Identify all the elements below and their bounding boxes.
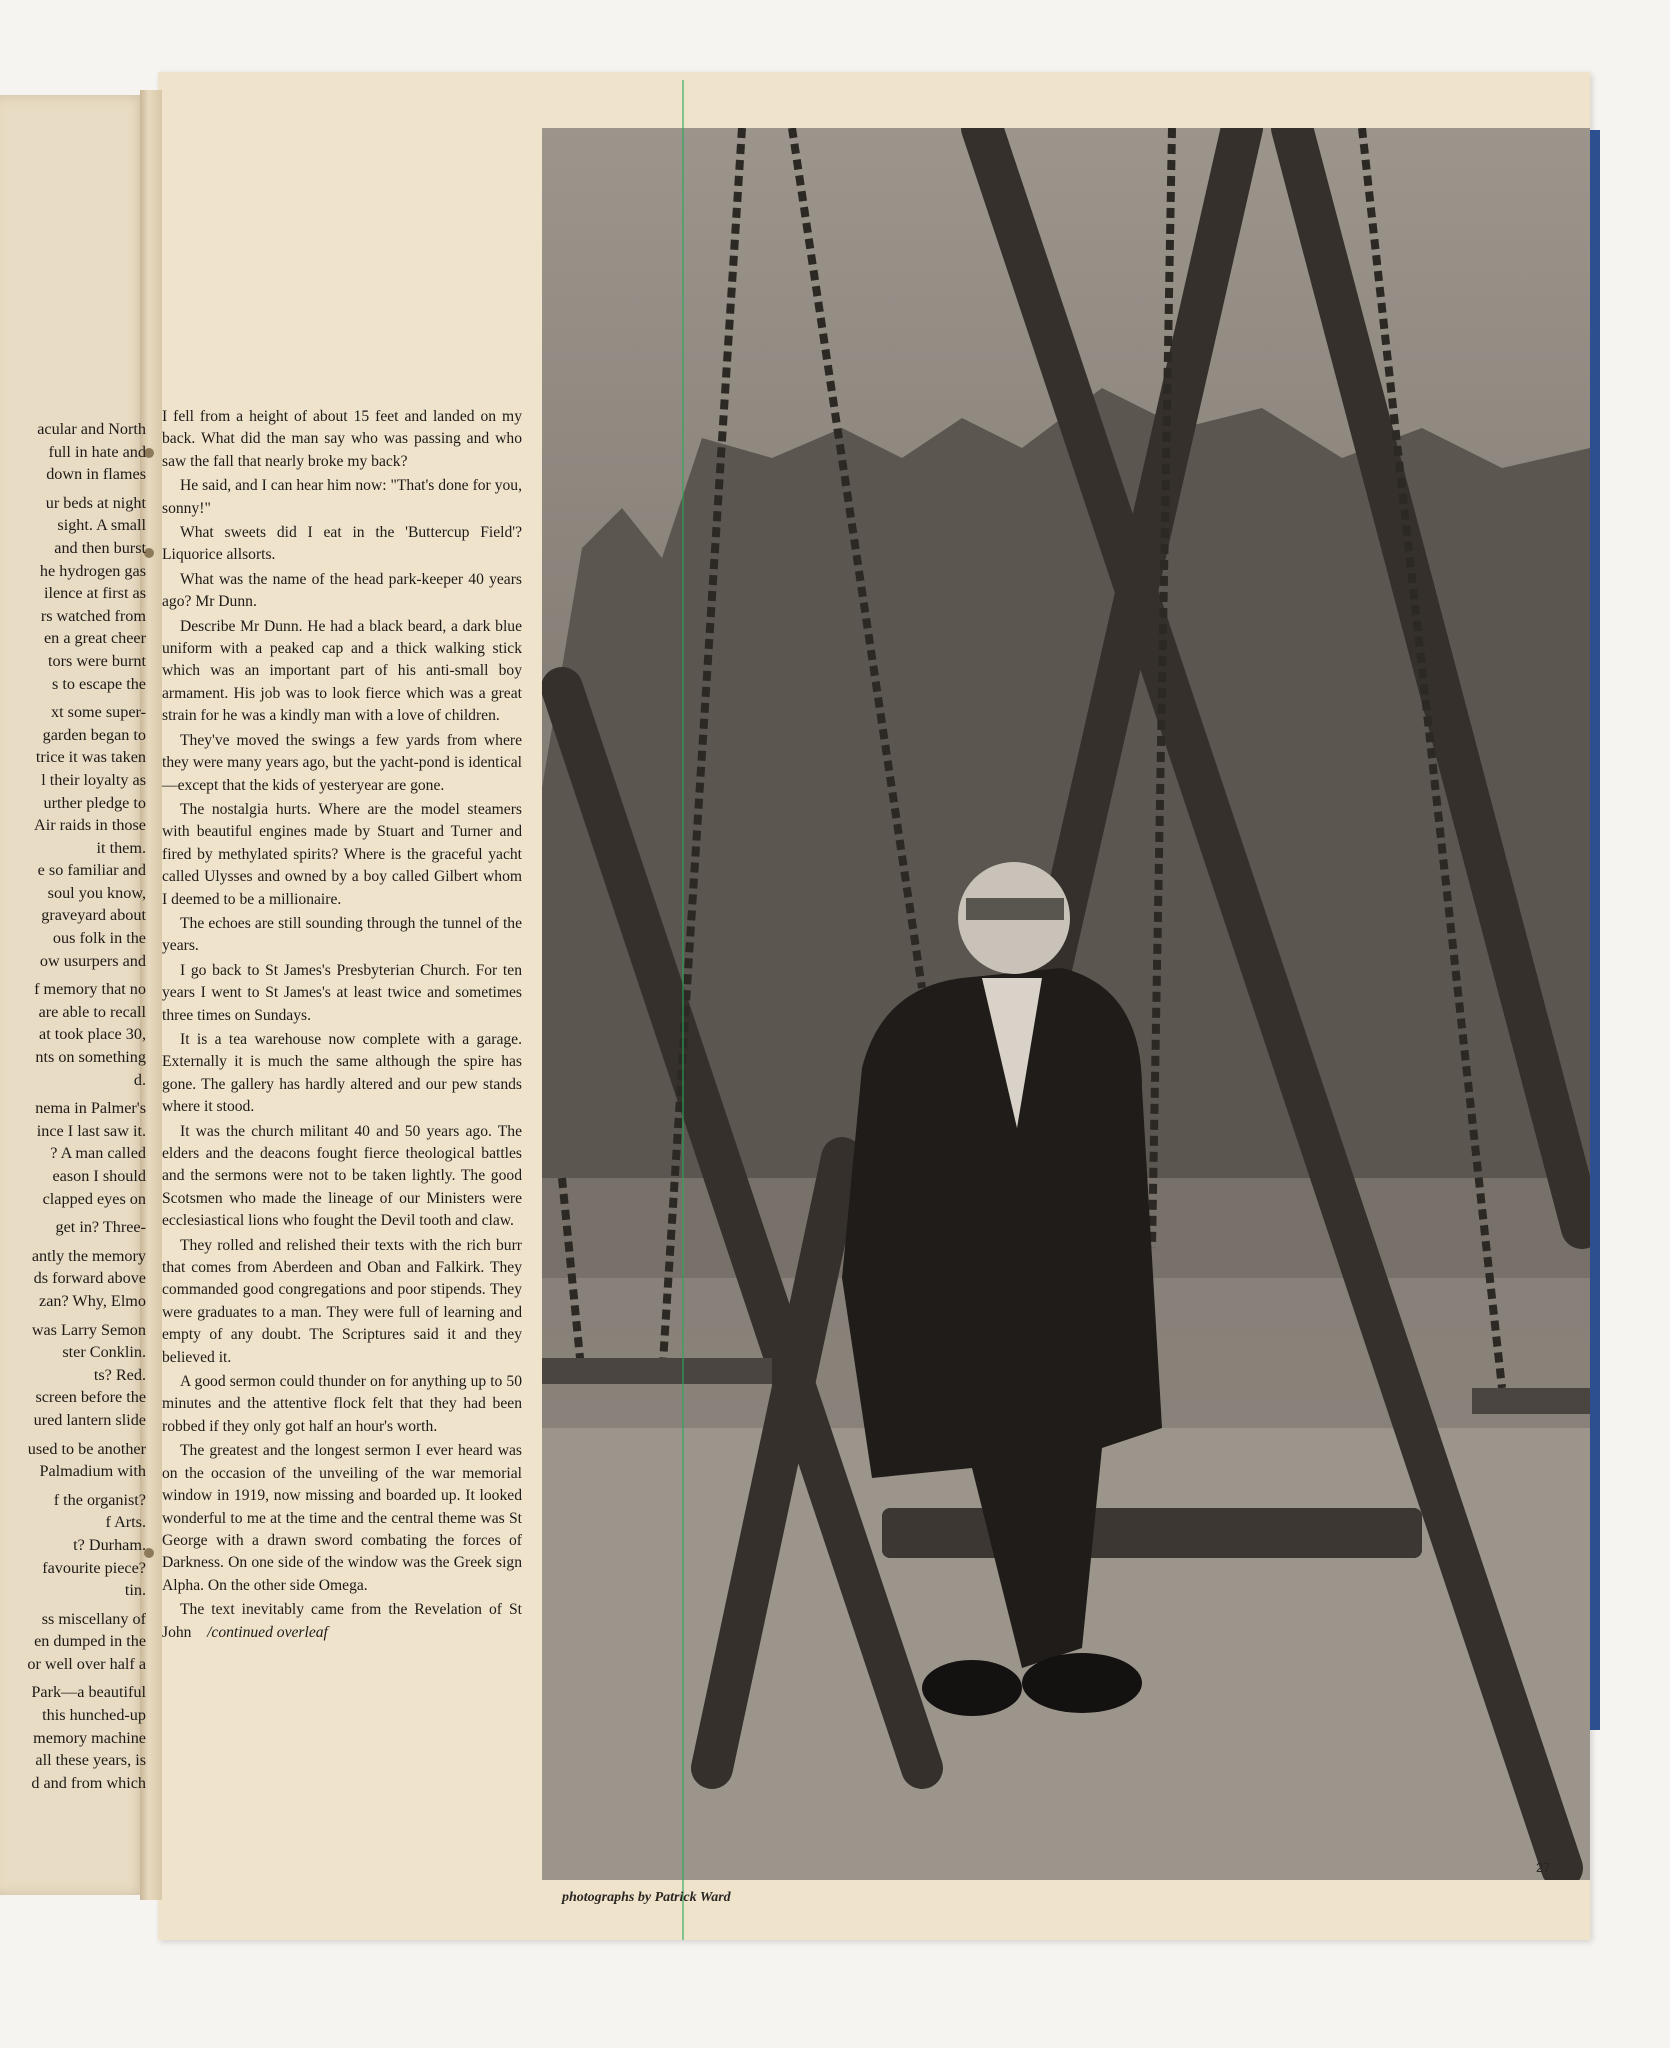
left-column-line: ilence at first as [43, 584, 146, 603]
main-paragraph: I go back to St James's Presbyterian Church. For ten years I went to St James's at least twice and sometimes three times on Sundays. [162, 961, 522, 1024]
main-column-text [162, 406, 522, 1646]
left-column-line: all these years, is [35, 1751, 146, 1770]
main-paragraph: It is a tea warehouse now complete with a garage. Externally it is much the same although the spire has gone. The gallery has hardly altered and our pew stands where it stood. [162, 1030, 522, 1116]
left-column-line: this hunched-up [42, 1706, 146, 1725]
left-column-line: xt some super- [51, 703, 146, 722]
left-column-line: s to escape the [52, 674, 146, 693]
main-paragraph: What was the name of the head park-keeper 40 years ago? Mr Dunn. [162, 570, 522, 611]
left-column-line: ster Conklin. [62, 1343, 146, 1362]
continued-overleaf-label: /continued overleaf [207, 1623, 328, 1641]
left-column-line: are able to recall [38, 1002, 146, 1021]
left-column-line: ds forward above [33, 1269, 146, 1288]
left-column-paragraph [0, 978, 146, 1091]
left-column-line: down in flames [46, 465, 146, 484]
blue-page-edge [1590, 130, 1600, 1730]
scan-artifact-line [682, 80, 684, 1940]
main-paragraph: Describe Mr Dunn. He had a black beard, a dark blue uniform with a peaked cap and a thick walking stick which was an important part of his anti-small boy armament. His job was to look fierce which was a great strain for he was a kindly man with a love of children. [162, 617, 522, 725]
left-column-line: or well over half a [27, 1654, 146, 1673]
left-column-line: full in hate and [48, 442, 146, 461]
left-column-line: garden began to [42, 725, 146, 744]
main-paragraph: They've moved the swings a few yards from where they were many years ago, but the yacht-pond is identical—except that the kids of yesteryear are gone. [162, 731, 522, 794]
left-column-line: was Larry Semon [31, 1320, 146, 1339]
last-paragraph [162, 1599, 522, 1644]
main-paragraph: The nostalgia hurts. Where are the model steamers with beautiful engines made by Stuart and Turner and fired by methylated spirits? Where is the graceful yacht called Ulysses and owned by a boy called Gilbert whom I deemed to be a millionaire. [162, 800, 522, 908]
left-column-line: ince I last saw it. [36, 1121, 146, 1140]
left-column-line: d and from which [31, 1773, 146, 1792]
left-column-line: graveyard about [41, 906, 146, 925]
left-column-paragraph [0, 1216, 146, 1239]
left-column-line: urther pledge to [43, 793, 146, 812]
left-column-line: t? Durham. [73, 1535, 146, 1554]
left-column-paragraph [0, 1438, 146, 1483]
left-column-line: f Arts. [105, 1513, 146, 1532]
left-column-paragraph [0, 1245, 146, 1313]
left-column-line: and then burst [54, 538, 146, 557]
left-column-line: he hydrogen gas [39, 561, 146, 580]
left-column-line: clapped eyes on [42, 1189, 146, 1208]
left-column-line: rs watched from [40, 606, 146, 625]
left-column-line: antly the memory [31, 1246, 146, 1265]
main-paragraph: The greatest and the longest sermon I ever heard was on the occasion of the unveiling of the war memorial window in 1919, now missing and boarded up. It looked wonderful to me at the time and the central theme was St George with a drawn sword combating the forces of Darkness. On one side of the window was the Greek sign Alpha. On the other side Omega. [162, 1442, 522, 1594]
left-column-line: ? A man called [50, 1144, 146, 1163]
left-column-line: f memory that no [34, 980, 146, 999]
left-column-line: Park—a beautiful [31, 1683, 146, 1702]
left-column-line: trice it was taken [35, 748, 146, 767]
left-column-paragraph [0, 1489, 146, 1602]
photograph-man-on-swing [542, 128, 1590, 1880]
left-column-text [0, 418, 146, 1800]
main-paragraph: The echoes are still sounding through the tunnel of the years. [162, 914, 522, 955]
left-column-line: l their loyalty as [41, 770, 146, 789]
left-column-line: sight. A small [57, 516, 146, 535]
left-column-line: tors were burnt [48, 651, 146, 670]
left-column-line: ous folk in the [52, 929, 146, 948]
main-paragraphs [162, 406, 522, 1597]
left-column-line: it them. [96, 838, 146, 857]
left-column-line: used to be another [27, 1439, 146, 1458]
left-column-line: ss miscellany of [41, 1609, 146, 1628]
photo-credit: photographs by Patrick Ward [562, 1890, 731, 1905]
left-column-paragraph [0, 1319, 146, 1432]
left-column-line: nema in Palmer's [35, 1099, 146, 1118]
main-paragraph: What sweets did I eat in the 'Buttercup Field'? Liquorice allsorts. [162, 524, 522, 564]
left-column-line: Air raids in those [34, 816, 146, 835]
left-column-paragraph [0, 701, 146, 972]
last-paragraph-text: The text inevitably came from the Revelation of St John [162, 1601, 522, 1641]
left-column-line: zan? Why, Elmo [39, 1291, 146, 1310]
left-column-line: favourite piece? [42, 1558, 146, 1577]
left-column-line: en dumped in the [34, 1632, 146, 1651]
left-column-line: d. [133, 1070, 146, 1089]
left-column-line: ts? Red. [93, 1365, 146, 1384]
left-column-line: ow usurpers and [39, 951, 146, 970]
left-column-paragraph [0, 492, 146, 695]
left-column-paragraph [0, 1097, 146, 1210]
left-column-line: at took place 30, [39, 1025, 146, 1044]
left-column-line: e so familiar and [37, 861, 146, 880]
main-paragraph: I fell from a height of about 15 feet and landed on my back. What did the man say who was passing and who saw the fall that nearly broke my back? [162, 408, 522, 470]
page-number: 27 [1536, 1860, 1551, 1875]
main-paragraph: It was the church militant 40 and 50 years ago. The elders and the deacons fought fierce theological battles and the sermons were not to be taken lightly. The good Scotsmen who made the lineage of our Ministers were ecclesiastical lions who fought the Devil tooth and claw. [162, 1122, 522, 1230]
left-column-line: eason I should [52, 1167, 146, 1185]
swing-photo-illustration [542, 128, 1590, 1880]
left-column-line: ur beds at night [45, 493, 146, 512]
left-column-line: get in? Three- [55, 1218, 146, 1237]
left-column-paragraph [0, 1681, 146, 1794]
left-column-line: f the organist? [53, 1490, 146, 1509]
left-column-line: nts on something [35, 1048, 146, 1067]
left-column-line: en a great cheer [44, 629, 146, 648]
left-column-line: acular and North [37, 420, 146, 438]
main-paragraph: He said, and I can hear him now: "That's done for you, sonny!" [162, 477, 522, 517]
left-column-line: tin. [124, 1581, 146, 1600]
left-column-line: memory machine [33, 1728, 146, 1747]
left-column-line: ured lantern slide [33, 1410, 146, 1429]
left-column-line: Palmadium with [39, 1462, 146, 1481]
main-paragraph: They rolled and relished their texts with the rich burr that comes from Aberdeen and Oban and Falkirk. They commanded good congregations and poor stipends. They were graduates to a man. They were full of learning and empty of any doubt. The Scriptures said it and they believed it. [162, 1236, 522, 1366]
left-column-line: soul you know, [47, 883, 146, 902]
left-column-line: screen before the [35, 1388, 146, 1407]
left-column-paragraph [0, 418, 146, 486]
left-column-paragraph [0, 1608, 146, 1676]
main-paragraph: A good sermon could thunder on for anything up to 50 minutes and the attentive flock felt that they had been robbed if they only got half an hour's worth. [162, 1373, 522, 1435]
